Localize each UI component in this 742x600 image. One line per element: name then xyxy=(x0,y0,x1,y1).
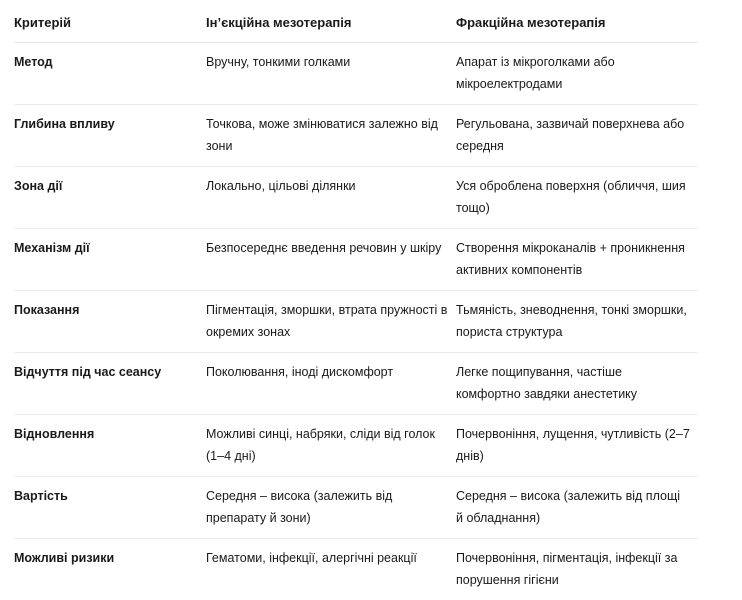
comparison-table xyxy=(14,8,698,600)
row-fractional-value: Уся оброблена поверхня (обличчя, шия тощо) xyxy=(456,167,698,229)
row-criterion: Вартість xyxy=(14,477,206,539)
table-body xyxy=(14,43,698,600)
row-injection-value: Пігментація, зморшки, втрата пружності в окремих зонах xyxy=(206,291,456,353)
table-row xyxy=(14,415,698,477)
row-criterion: Можливі ризики xyxy=(14,551,115,565)
row-injection-value: Безпосереднє введення речовин у шкіру xyxy=(206,229,456,291)
row-criterion: Зона дії xyxy=(14,167,206,229)
row-fractional-value: Почервоніння, лущення, чутливість (2–7 днів) xyxy=(456,415,698,477)
row-fractional-value: Створення мікроканалів + проникнення активних компонентів xyxy=(456,229,698,291)
row-injection-value: Точкова, може змінюватися залежно від зони xyxy=(206,105,456,167)
row-criterion: Показання xyxy=(14,291,206,353)
row-injection-value: Локально, цільові ділянки xyxy=(206,167,456,229)
row-fractional-value: Почервоніння, пігментація, інфекції за порушення гігієни xyxy=(456,551,678,587)
row-criterion: Відчуття під час сеансу xyxy=(14,353,206,415)
row-criterion: Відновлення xyxy=(14,415,206,477)
row-fractional-value: Регульована, зазвичай поверхнева або середня xyxy=(456,105,698,167)
row-injection-value: Можливі синці, набряки, сліди від голок (1–4 дні) xyxy=(206,415,456,477)
row-fractional-value: Легке пощипування, частіше комфортно завдяки анестетику xyxy=(456,353,698,415)
header-fractional-mesotherapy: Фракційна мезотерапія xyxy=(456,8,698,43)
row-criterion: Метод xyxy=(14,43,206,105)
row-criterion: Глибина впливу xyxy=(14,105,206,167)
table-header xyxy=(14,8,698,43)
row-injection-value: Середня – висока (залежить від препарату й зони) xyxy=(206,477,456,539)
table-row xyxy=(14,539,698,600)
row-injection-value: Поколювання, іноді дискомфорт xyxy=(206,353,456,415)
table-row xyxy=(14,477,698,539)
table-row xyxy=(14,229,698,291)
table-row xyxy=(14,105,698,167)
header-injection-mesotherapy: Ін’єкційна мезотерапія xyxy=(206,8,456,43)
table-row xyxy=(14,291,698,353)
row-criterion: Механізм дії xyxy=(14,229,206,291)
row-fractional-value: Тьмяність, зневоднення, тонкі зморшки, пориста структура xyxy=(456,291,698,353)
row-injection-value: Вручну, тонкими голками xyxy=(206,43,456,105)
table-row xyxy=(14,43,698,105)
row-injection-value: Гематоми, інфекції, алергічні реакції xyxy=(206,551,417,565)
header-row xyxy=(14,8,698,43)
header-criterion: Критерій xyxy=(14,8,206,43)
table-row xyxy=(14,353,698,415)
table-row xyxy=(14,167,698,229)
row-fractional-value: Середня – висока (залежить від площі й обладнання) xyxy=(456,477,698,539)
row-fractional-value: Апарат із мікроголками або мікроелектродами xyxy=(456,43,698,105)
